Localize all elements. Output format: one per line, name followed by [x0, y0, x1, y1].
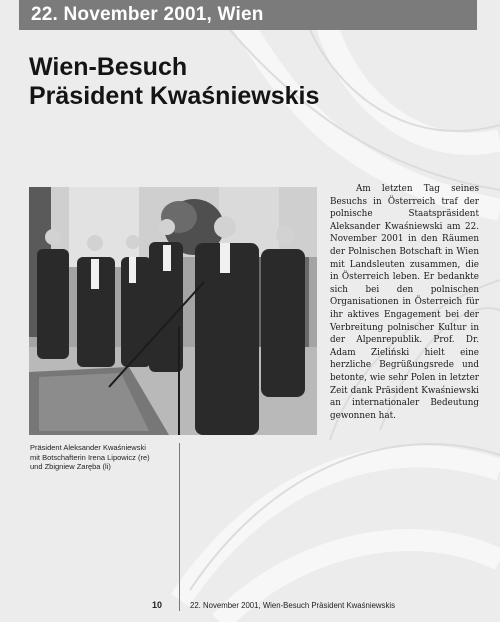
title-line-2: Präsident Kwaśniewskis	[29, 82, 320, 110]
article-body: Am letzten Tag seines Besuchs in Österreich traf der polnische Staatspräsident Aleksander Kwaśniewski am 22. November 2001 in den Räumen der Polnischen Botschaft in Wien mit Landsleuten zusammen, die in Österreich leben. Er bedankte sich bei den polnischen Organisationen in Österreich für ihr aktives Engagement bei der Verbreitung polnischer Kultur in der Alpenrepublik. Prof. Dr. Adam Zieliński hielt eine herzliche Begrüßungsrede und betonte, wie sehr Polen in letzter Zeit dank Präsident Kwaśniewski an internationaler Bedeutung gewonnen hat.	[330, 184, 479, 421]
photo-illustration	[29, 187, 317, 435]
article-title	[29, 53, 319, 111]
running-footer: 22. November 2001, Wien-Besuch Präsident Kwaśniewskis	[190, 601, 395, 610]
header-date: 22. November 2001, Wien	[31, 4, 264, 25]
event-photo	[29, 187, 317, 435]
column-divider	[179, 443, 180, 611]
photo-caption	[30, 443, 176, 472]
caption-line-2: mit Botschafterin Irena Lipowicz (re)	[30, 452, 150, 462]
page-number: 10	[152, 600, 163, 610]
header-bar	[19, 0, 477, 30]
title-line-1: Wien-Besuch	[29, 53, 188, 81]
caption-line-3: und Zbigniew Zaręba (li)	[30, 462, 111, 471]
caption-line-1: Präsident Aleksander Kwaśniewski	[30, 443, 146, 452]
